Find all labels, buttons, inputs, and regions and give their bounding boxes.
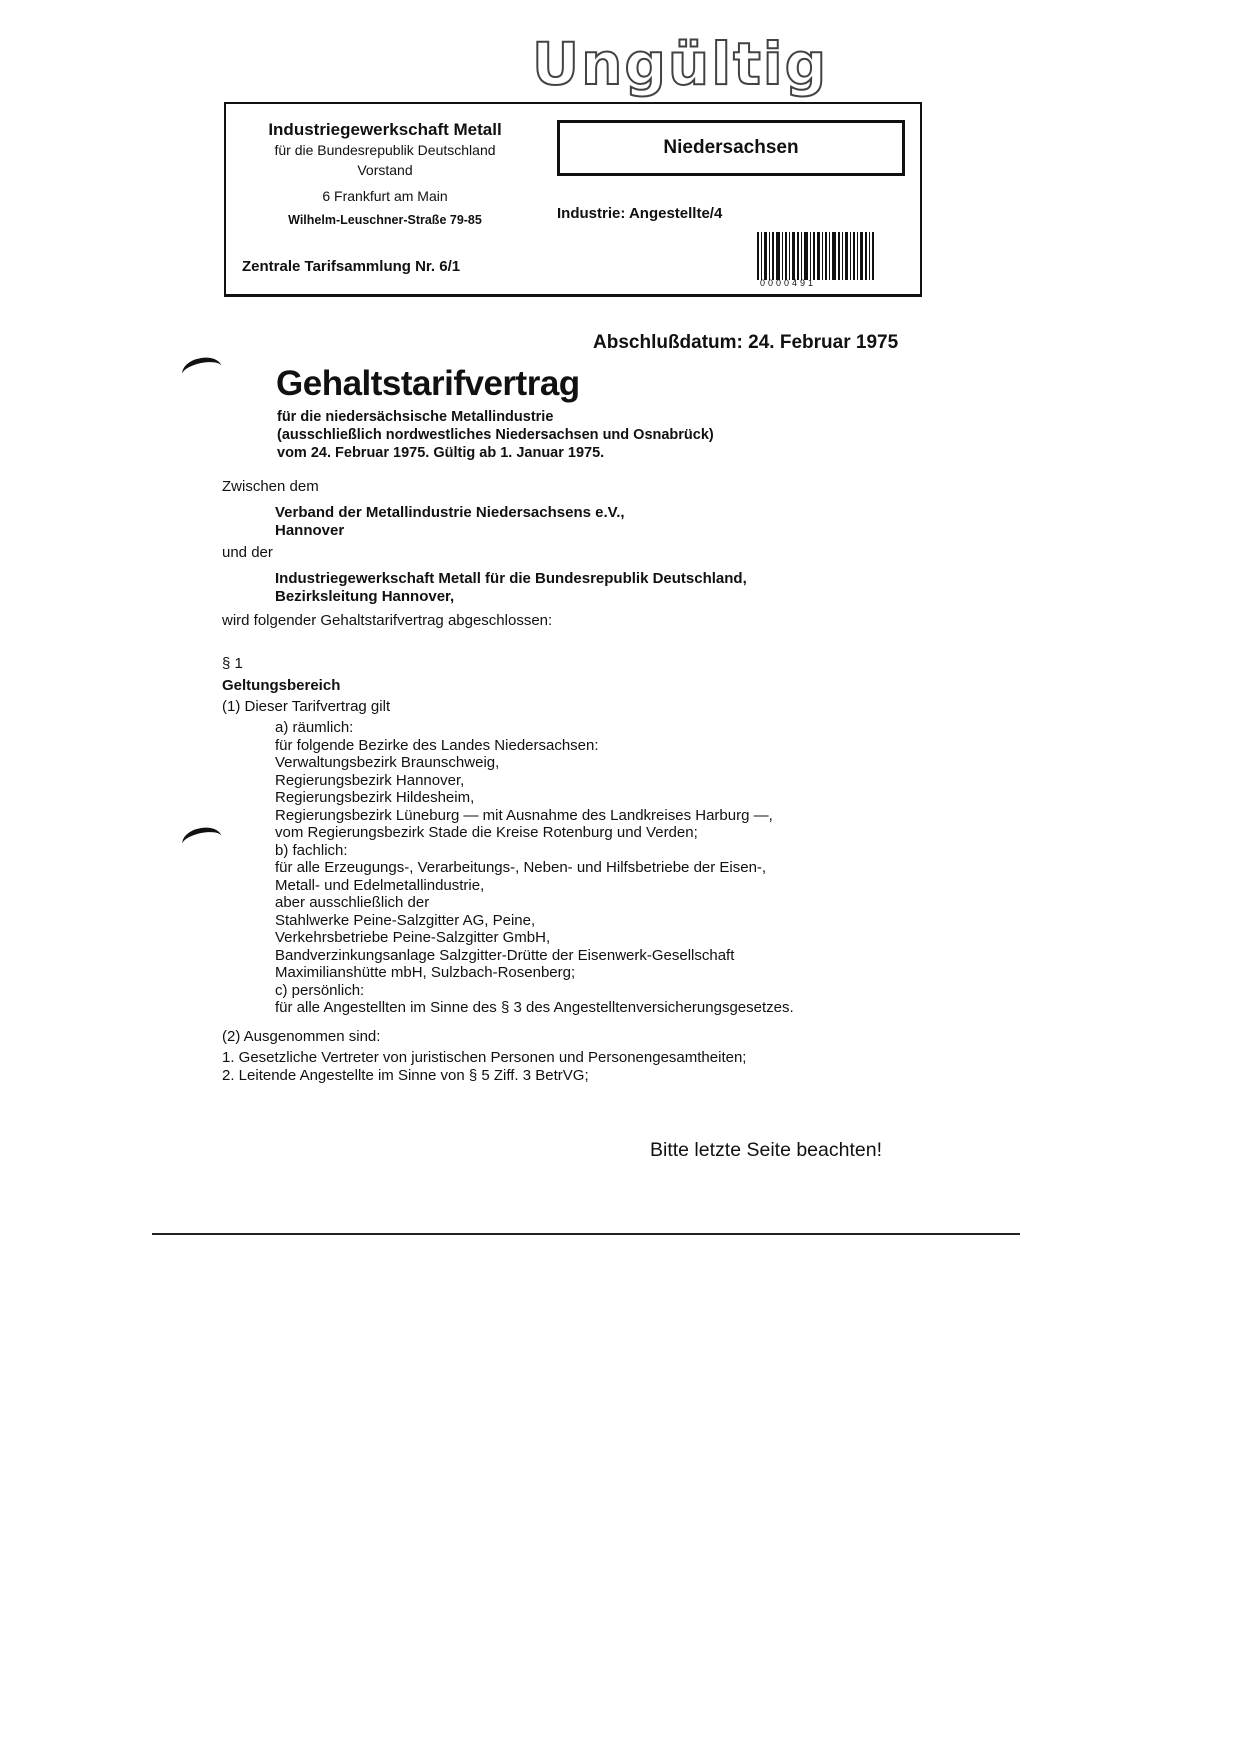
list-item: Stahlwerke Peine-Salzgitter AG, Peine, [275,911,536,929]
list-item: 1. Gesetzliche Vertreter von juristischen Personen und Personengesamtheiten; [222,1049,747,1066]
organization-subtitle: für die Bundesrepublik Deutschland [274,142,496,158]
list-item: für alle Angestellten im Sinne des § 3 des Angestelltenversicherungsgesetzes. [275,999,794,1016]
organization-street: Wilhelm-Leuschner-Straße 79-85 [288,213,482,227]
conclusion-date: Abschlußdatum: 24. Februar 1975 [593,332,899,353]
organization-block [240,120,530,230]
footer-note: Bitte letzte Seite beachten! [650,1139,882,1161]
party-employer [275,504,625,539]
party-line: Hannover [275,521,345,539]
section-number: § 1 [222,655,243,672]
list-item: Regierungsbezirk Hildesheim, [275,789,475,806]
punch-mark-icon [180,824,224,857]
region-box [557,120,905,176]
between-text: Zwischen dem [222,478,319,495]
clause-1: (1) Dieser Tarifvertrag gilt [222,698,391,715]
subtitle-line: (ausschließlich nordwestliches Niedersachsen und Osnabrück) [277,427,714,443]
organization-city: 6 Frankfurt am Main [322,188,448,204]
region-label: Niedersachsen [663,137,799,158]
list-item: Bandverzinkungsanlage Salzgitter-Drütte der Eisenwerk-Gesellschaft [275,946,735,964]
subtitle-line: für die niedersächsische Metallindustrie [277,409,554,425]
bottom-rule [152,1233,1020,1235]
list-item: aber ausschließlich der [275,894,430,911]
list-item: b) fachlich: [275,841,348,859]
section-title: Geltungsbereich [222,677,341,694]
scope-list [275,719,794,1017]
list-item: Regierungsbezirk Lüneburg — mit Ausnahme des Landkreises Harburg —, [275,806,773,824]
barcode-number: 0000491 [760,278,817,288]
list-item: Verkehrsbetriebe Peine-Salzgitter GmbH, [275,929,551,946]
concluded-text: wird folgender Gehaltstarifvertrag abgeschlossen: [222,612,553,629]
party-line: Verband der Metallindustrie Niedersachsens e.V., [275,504,625,521]
collection-number: Zentrale Tarifsammlung Nr. 6/1 [242,258,461,275]
organization-name: Industriegewerkschaft Metall [268,120,502,139]
party-line: Industriegewerkschaft Metall für die Bundesrepublik Deutschland, [275,570,747,587]
punch-mark-icon [180,354,224,387]
document-title: Gehaltstarifvertrag [276,364,580,403]
invalid-stamp: Ungültig [532,30,829,98]
industry-label: Industrie: Angestellte/4 [557,205,723,222]
list-item: Maximilianshütte mbH, Sulzbach-Rosenberg; [275,964,576,981]
list-item: Metall- und Edelmetallindustrie, [275,876,485,894]
and-text: und der [222,544,273,561]
list-item: vom Regierungsbezirk Stade die Kreise Rotenburg und Verden; [275,824,698,841]
organization-role: Vorstand [357,162,413,178]
list-item: für folgende Bezirke des Landes Niedersachsen: [275,736,599,754]
list-item: Regierungsbezirk Hannover, [275,771,465,789]
clause-2: (2) Ausgenommen sind: [222,1028,381,1045]
subtitle-line: vom 24. Februar 1975. Gültig ab 1. Januar 1975. [277,445,605,461]
list-item: c) persönlich: [275,981,365,999]
list-item: für alle Erzeugungs-, Verarbeitungs-, Neben- und Hilfsbetriebe der Eisen-, [275,859,767,876]
party-union [275,570,747,605]
list-item: a) räumlich: [275,719,354,736]
party-line: Bezirksleitung Hannover, [275,587,455,605]
list-item: 2. Leitende Angestellte im Sinne von § 5 Ziff. 3 BetrVG; [222,1066,589,1084]
list-item: Verwaltungsbezirk Braunschweig, [275,754,500,771]
exceptions-list [222,1049,746,1084]
document-subtitle [277,408,714,462]
barcode [757,232,905,280]
